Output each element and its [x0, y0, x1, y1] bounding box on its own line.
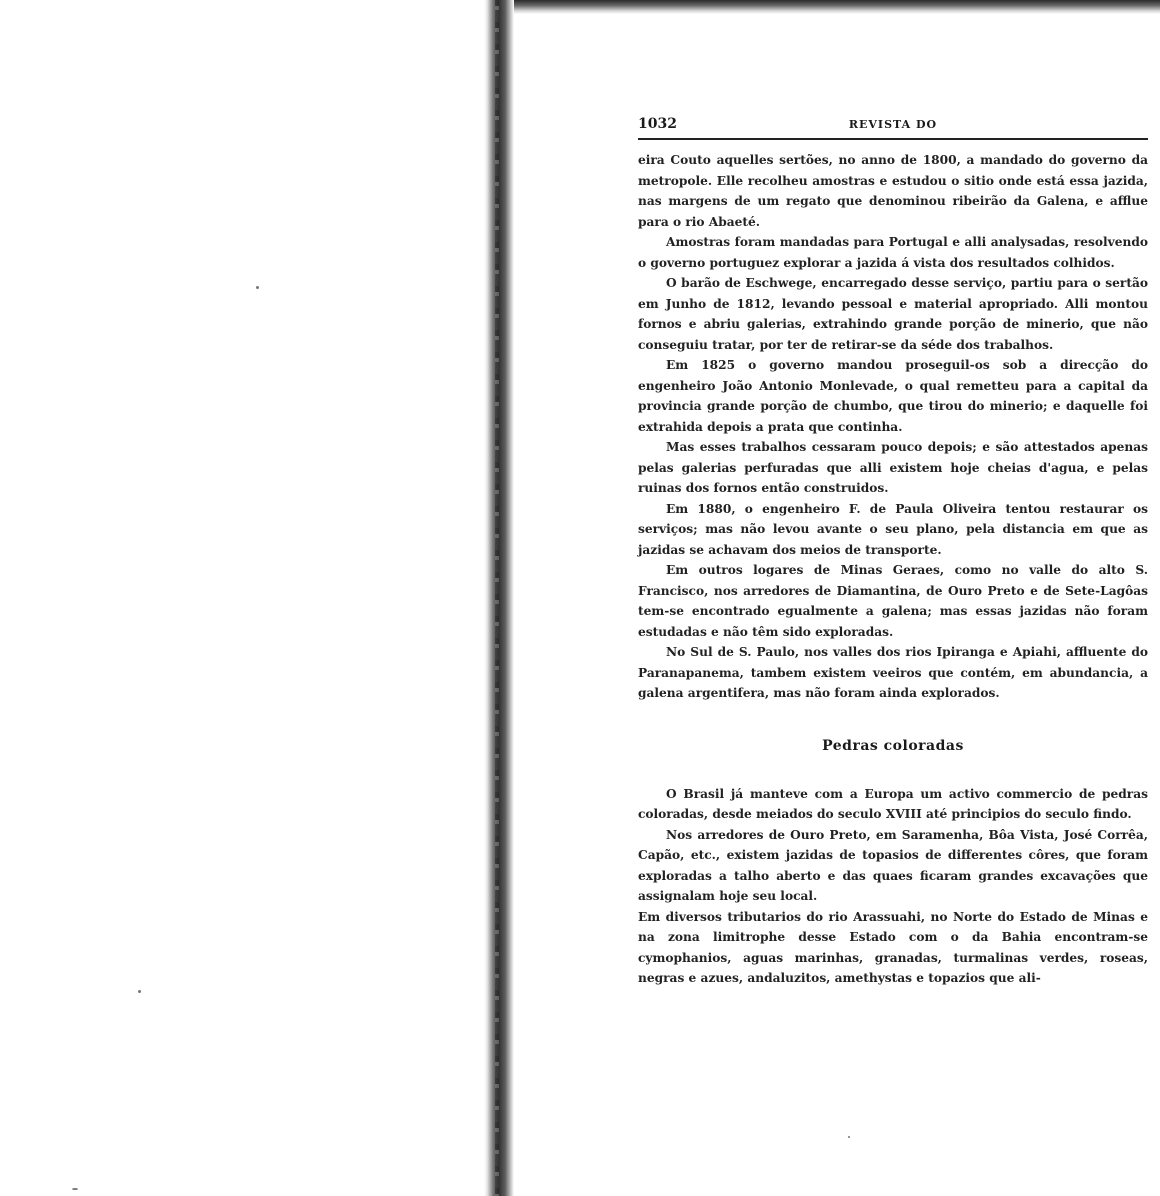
section-title: Pedras coloradas: [822, 737, 964, 754]
paragraph: Em 1880, o engenheiro F. de Paula Oliveira tentou restaurar os serviços; mas não levou avante o seu plano, pela distancia em que as jazidas se achavam dos meios de transporte.: [638, 501, 1148, 557]
header-rule: [638, 138, 1148, 140]
scan-speck: [256, 286, 259, 289]
paragraph: Nos arredores de Ouro Preto, em Saramenha, Bôa Vista, José Corrêa, Capão, etc., existem jazidas de topasios de differentes côres, que foram exploradas a talho aberto e das quaes ficaram grandes excavações que assignalam hoje seu local.: [638, 827, 1148, 903]
paragraph: Amostras foram mandadas para Portugal e alli analysadas, resolvendo o governo portuguez explorar a jazida á vista dos resultados colhidos.: [638, 235, 1148, 270]
right-page: [638, 116, 1148, 989]
scan-speck: [138, 990, 141, 993]
journal-title: REVISTA DO: [848, 118, 938, 131]
paragraph: Em outros logares de Minas Geraes, como no valle do alto S. Francisco, nos arredores de Diamantina, de Ouro Preto e de Sete-Lagôas tem-se encontrado egualmente a galena; mas essas jazidas não foram estudadas e não têm sido exploradas.: [638, 563, 1148, 639]
paragraph: Em diversos tributarios do rio Arassuahi, no Norte do Estado de Minas e na zona limitrophe desse Estado com o da Bahia encontram-se cymophanios, aguas marinhas, granadas, turmalinas verdes, roseas, negras e azues, andaluzitos, amethystas e topazios que ali-: [638, 909, 1148, 985]
book-binding-gutter: [484, 0, 514, 1196]
text-block-galena: [638, 150, 1148, 704]
paragraph: Em 1825 o governo mandou proseguil-os sob a direcção do engenheiro João Antonio Monlevade, o qual remetteu para a capital da provincia grande porção de chumbo, que tirou do minerio; e daquelle foi extrahida depois a prata que continha.: [638, 358, 1148, 434]
paragraph: Mas esses trabalhos cessaram pouco depois; e são attestados apenas pelas galerias perfuradas que alli existem hoje cheias d'agua, e pelas ruinas dos fornos então construidos.: [638, 440, 1148, 495]
page-top-edge-shadow: [488, 0, 1160, 14]
paragraph: O Brasil já manteve com a Europa um activo commercio de pedras coloradas, desde meiados do seculo XVIII até principios do seculo findo.: [638, 786, 1148, 821]
paragraph: No Sul de S. Paulo, nos valles dos rios Ipiranga e Apiahi, affluente do Paranapanema, tambem existem veeiros que contém, em abundancia, a galena argentifera, mas não foram ainda explorados.: [638, 645, 1148, 700]
paragraph: eira Couto aquelles sertões, no anno de 1800, a mandado do governo da metropole. Elle recolheu amostras e estudou o sitio onde está essa jazida, nas margens de um regato que denominou ribeirão da Galena, e afflue para o rio Abaeté.: [638, 153, 1148, 229]
scan-speck: [72, 1188, 78, 1190]
paragraph: O barão de Eschwege, encarregado desse serviço, partiu para o sertão em Junho de 1812, levando pessoal e material apropriado. Alli montou fornos e abriu galerias, extrahindo grande porção de minerio, que não conseguiu tratar, por ter de retirar-se da séde dos trabalhos.: [638, 276, 1148, 352]
page-number: 1032: [638, 116, 677, 132]
running-head: [638, 116, 1148, 138]
text-block-pedras: [638, 784, 1148, 989]
scan-speck: [848, 1136, 850, 1138]
